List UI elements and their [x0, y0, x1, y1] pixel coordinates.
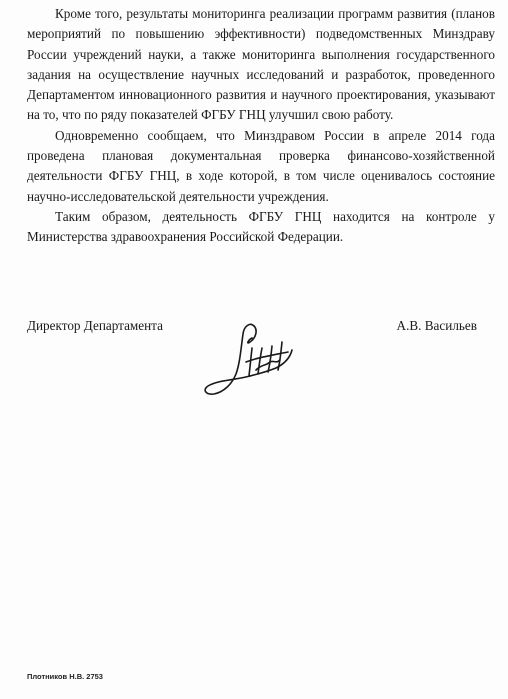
- paragraph-conclusion: Таким образом, деятельность ФГБУ ГНЦ находится на контроле у Министерства здравоохранения Российской Федерации.: [27, 208, 495, 245]
- handwritten-signature: [196, 318, 306, 408]
- letter-body: [27, 4, 495, 248]
- signatory-title: Директор Департамента: [27, 318, 163, 333]
- paragraph-monitoring-results: Кроме того, результаты мониторинга реализации программ развития (планов мероприятий по повышению эффективности) подведомственных Минздраву России учреждений науки, а также мониторинга выполнения государственного задания на осуществление научных исследований и разработок, проведенного Департаментом инновационного развития и научного проектирования, указывают на то, что по ряду показателей ФГБУ ГНЦ улучшил свою работу.: [27, 6, 495, 123]
- signatory-name: А.В. Васильев: [396, 318, 477, 333]
- paragraph-audit-notice: Одновременно сообщаем, что Минздравом России в апреле 2014 года проведена плановая документальная проверка финансово-хозяйственной деятельности ФГБУ ГНЦ, в ходе которой, в том числе оценивалось состояние научно-исследовательской деятельности учреждения.: [27, 127, 495, 204]
- executor-footer: Плотников Н.В. 2753: [27, 672, 103, 681]
